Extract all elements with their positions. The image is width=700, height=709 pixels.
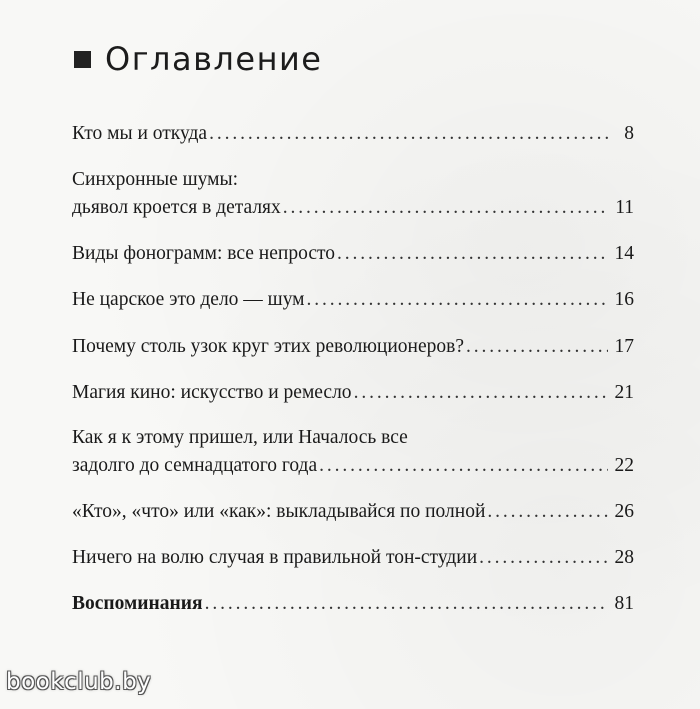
toc-entry-title: Ничего на волю случая в правильной тон-студии bbox=[72, 547, 478, 568]
square-bullet-icon bbox=[74, 51, 91, 68]
toc-entry bbox=[72, 590, 634, 618]
toc-entry-page: 8 bbox=[624, 123, 634, 144]
toc-entry-title: дьявол кроется в деталях bbox=[72, 197, 281, 218]
toc-entry-title: «Кто», «что» или «как»: выкладывайся по полной bbox=[72, 501, 486, 522]
dot-leader bbox=[319, 452, 608, 480]
toc-entry-page: 22 bbox=[614, 455, 634, 476]
toc-entry bbox=[72, 333, 634, 361]
toc-entry-title: Почему столь узок круг этих революционеров? bbox=[72, 336, 464, 357]
toc-entry-title-line1: Синхронные шумы: bbox=[72, 169, 238, 190]
toc-entry-page: 21 bbox=[614, 382, 634, 403]
toc-entry-page: 81 bbox=[614, 593, 634, 614]
toc-entry-page: 17 bbox=[614, 336, 634, 357]
toc-entry-page: 26 bbox=[614, 501, 634, 522]
dot-leader bbox=[479, 544, 608, 572]
toc-entry-page: 11 bbox=[615, 197, 634, 218]
toc-entry-title-line1: Как я к этому пришел, или Началось все bbox=[72, 427, 408, 448]
dot-leader bbox=[307, 286, 608, 314]
toc-entry-title: Кто мы и откуда bbox=[72, 123, 208, 144]
toc-entry-page: 16 bbox=[614, 289, 634, 310]
dot-leader bbox=[209, 120, 608, 148]
dot-leader bbox=[283, 194, 608, 222]
toc-entry bbox=[72, 498, 634, 526]
dot-leader bbox=[487, 498, 608, 526]
toc-heading bbox=[74, 40, 322, 78]
toc-entry bbox=[72, 166, 634, 222]
dot-leader bbox=[337, 240, 608, 268]
toc-entry-title: задолго до семнадцатого года bbox=[72, 455, 318, 476]
toc-entry bbox=[72, 544, 634, 572]
dot-leader bbox=[466, 333, 608, 361]
toc-heading-text: Оглавление bbox=[105, 40, 323, 78]
toc-entry bbox=[72, 240, 634, 268]
toc-entry bbox=[72, 286, 634, 314]
toc-entry bbox=[72, 424, 634, 480]
toc-entry-page: 28 bbox=[614, 547, 634, 568]
site-watermark: bookclub.by bbox=[6, 669, 152, 695]
dot-leader bbox=[354, 379, 608, 407]
toc-entry-title: Магия кино: искусство и ремесло bbox=[72, 382, 352, 403]
toc-entry-title: Не царское это дело — шум bbox=[72, 289, 305, 310]
toc-entry bbox=[72, 120, 634, 148]
toc-entry-title: Воспоминания bbox=[72, 593, 203, 614]
toc-entry bbox=[72, 379, 634, 407]
toc-entry-page: 14 bbox=[614, 243, 634, 264]
toc-entry-title: Виды фонограмм: все непросто bbox=[72, 243, 335, 264]
dot-leader bbox=[205, 590, 608, 618]
